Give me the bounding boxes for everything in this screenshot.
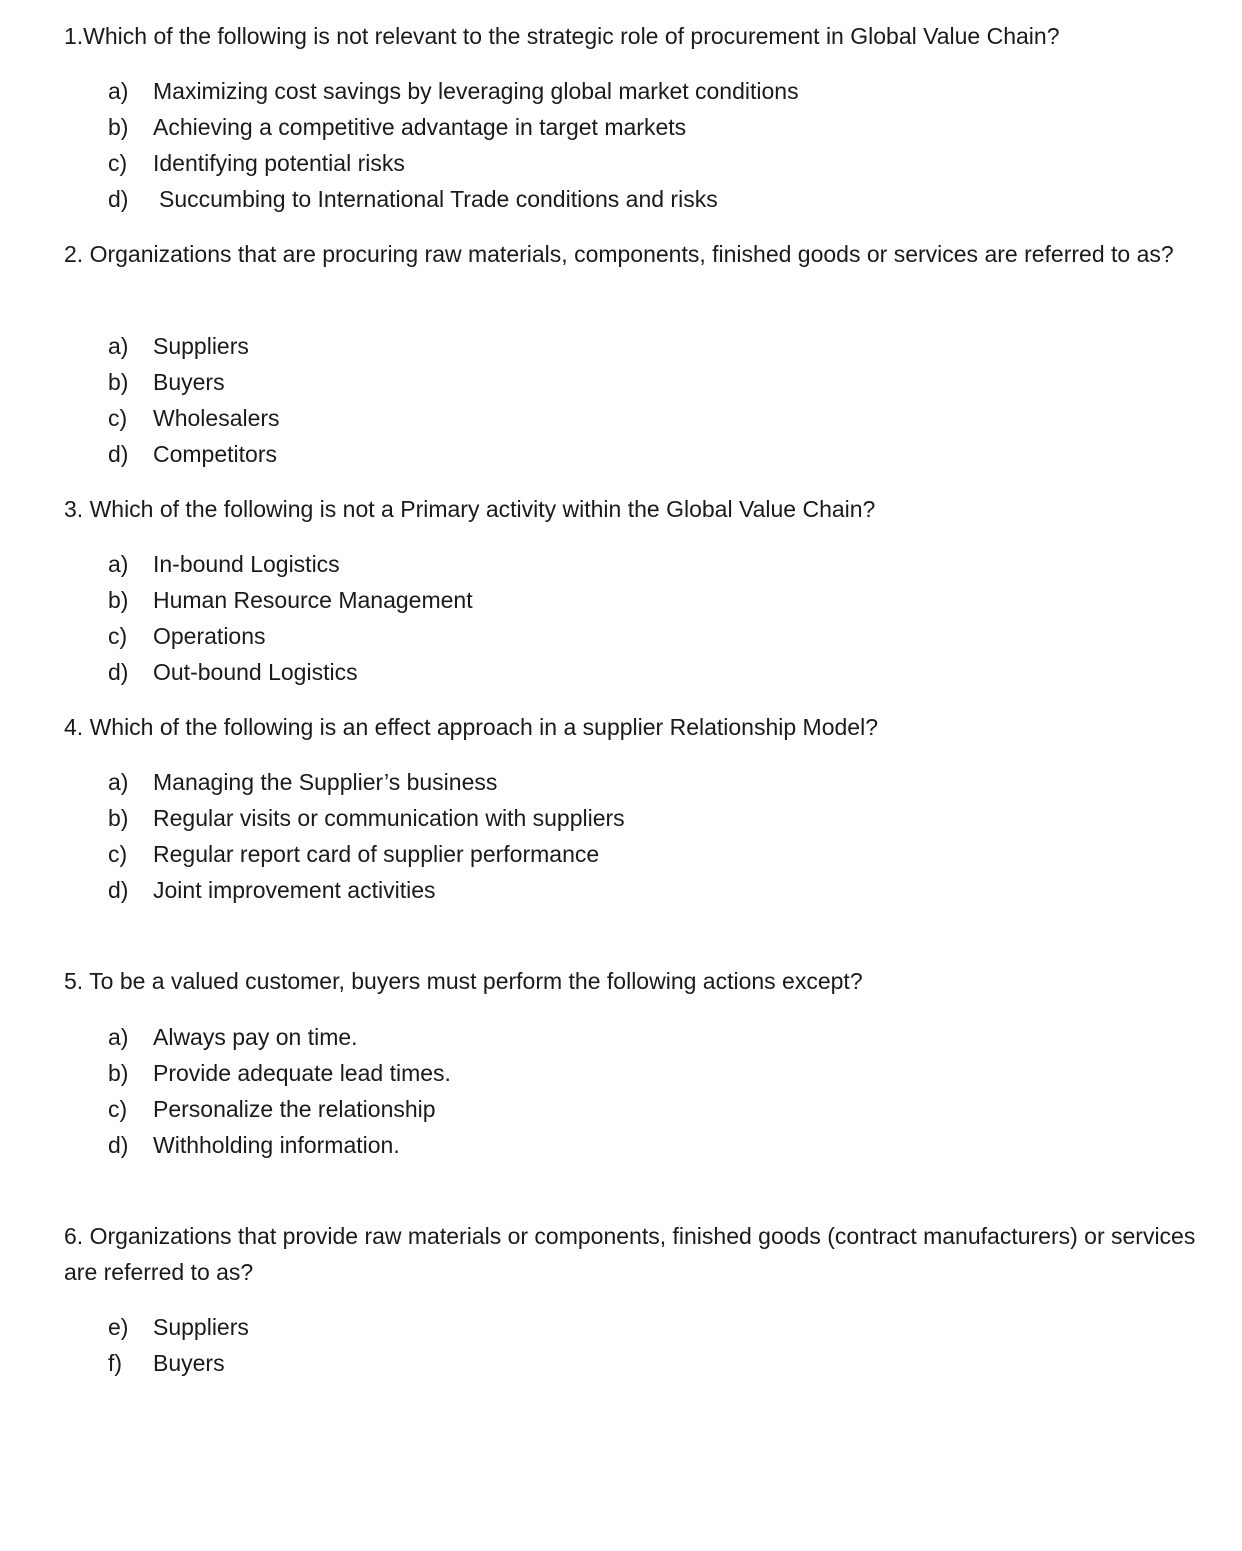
option-letter: e) (108, 1314, 129, 1340)
option-text: Out-bound Logistics (153, 659, 358, 685)
option-item (108, 764, 625, 800)
option-item (108, 582, 473, 618)
option-text: Withholding information. (153, 1132, 400, 1158)
option-letter: d) (108, 441, 129, 467)
option-letter: a) (108, 551, 129, 577)
option-item (108, 328, 280, 364)
option-item (108, 1091, 451, 1127)
option-item (108, 1309, 249, 1345)
option-item (108, 1055, 451, 1091)
option-letter: c) (108, 841, 128, 867)
option-text: Identifying potential risks (153, 150, 405, 176)
question-5-options (108, 1019, 451, 1163)
option-text: Buyers (153, 369, 225, 395)
option-text: Suppliers (153, 333, 249, 359)
question-6-options (108, 1309, 249, 1381)
option-text: Joint improvement activities (153, 877, 436, 903)
option-item (108, 1345, 249, 1381)
option-text: Regular visits or communication with suppliers (153, 805, 625, 831)
option-item (108, 73, 799, 109)
question-3-text: 3. Which of the following is not a Primary activity within the Global Value Chain? (64, 496, 876, 522)
option-item (108, 654, 473, 690)
question-5-text: 5. To be a valued customer, buyers must perform the following actions except? (64, 968, 863, 994)
question-4-text: 4. Which of the following is an effect approach in a supplier Relationship Model? (64, 714, 878, 740)
option-letter: b) (108, 805, 129, 831)
question-1-options (108, 73, 799, 217)
option-item (108, 618, 473, 654)
question-6-text: 6. Organizations that provide raw materials or components, finished goods (contract manufacturers) or services are referred to as? (64, 1223, 1196, 1285)
option-letter: c) (108, 1096, 128, 1122)
option-item (108, 546, 473, 582)
option-text: Human Resource Management (153, 587, 473, 613)
option-letter: f) (108, 1350, 123, 1376)
option-item (108, 872, 625, 908)
option-text: Personalize the relationship (153, 1096, 436, 1122)
option-text: Provide adequate lead times. (153, 1060, 451, 1086)
option-item (108, 800, 625, 836)
option-text: Regular report card of supplier performance (153, 841, 600, 867)
option-item (108, 181, 799, 217)
option-letter: c) (108, 405, 128, 431)
option-item (108, 436, 280, 472)
option-text: Wholesalers (153, 405, 280, 431)
option-item (108, 1019, 451, 1055)
option-letter: a) (108, 769, 129, 795)
option-text: Buyers (153, 1350, 225, 1376)
option-letter: d) (108, 186, 129, 212)
option-letter: a) (108, 1024, 129, 1050)
option-letter: b) (108, 369, 129, 395)
option-item (108, 836, 625, 872)
option-item (108, 364, 280, 400)
question-4-options (108, 764, 625, 908)
option-item (108, 1127, 451, 1163)
option-text: Maximizing cost savings by leveraging global market conditions (153, 78, 799, 104)
option-letter: d) (108, 877, 129, 903)
question-2-options (108, 328, 280, 472)
option-item (108, 145, 799, 181)
option-text: Managing the Supplier’s business (153, 769, 498, 795)
option-text: Competitors (153, 441, 277, 467)
option-text: Operations (153, 623, 266, 649)
option-letter: d) (108, 1132, 129, 1158)
option-text: Achieving a competitive advantage in target markets (153, 114, 687, 140)
option-letter: b) (108, 587, 129, 613)
option-letter: a) (108, 333, 129, 359)
option-text: Succumbing to International Trade conditions and risks (159, 186, 718, 212)
question-3-options (108, 546, 473, 690)
question-2-text: 2. Organizations that are procuring raw materials, components, finished goods or services are referred to as? (64, 241, 1174, 267)
option-text: Suppliers (153, 1314, 249, 1340)
option-text: Always pay on time. (153, 1024, 358, 1050)
option-letter: d) (108, 659, 129, 685)
option-letter: a) (108, 78, 129, 104)
option-letter: b) (108, 1060, 129, 1086)
question-1-text: 1.Which of the following is not relevant to the strategic role of procurement in Global Value Chain? (64, 23, 1060, 49)
option-item (108, 400, 280, 436)
option-letter: c) (108, 150, 128, 176)
option-letter: c) (108, 623, 128, 649)
option-text: In-bound Logistics (153, 551, 340, 577)
option-letter: b) (108, 114, 129, 140)
option-item (108, 109, 799, 145)
